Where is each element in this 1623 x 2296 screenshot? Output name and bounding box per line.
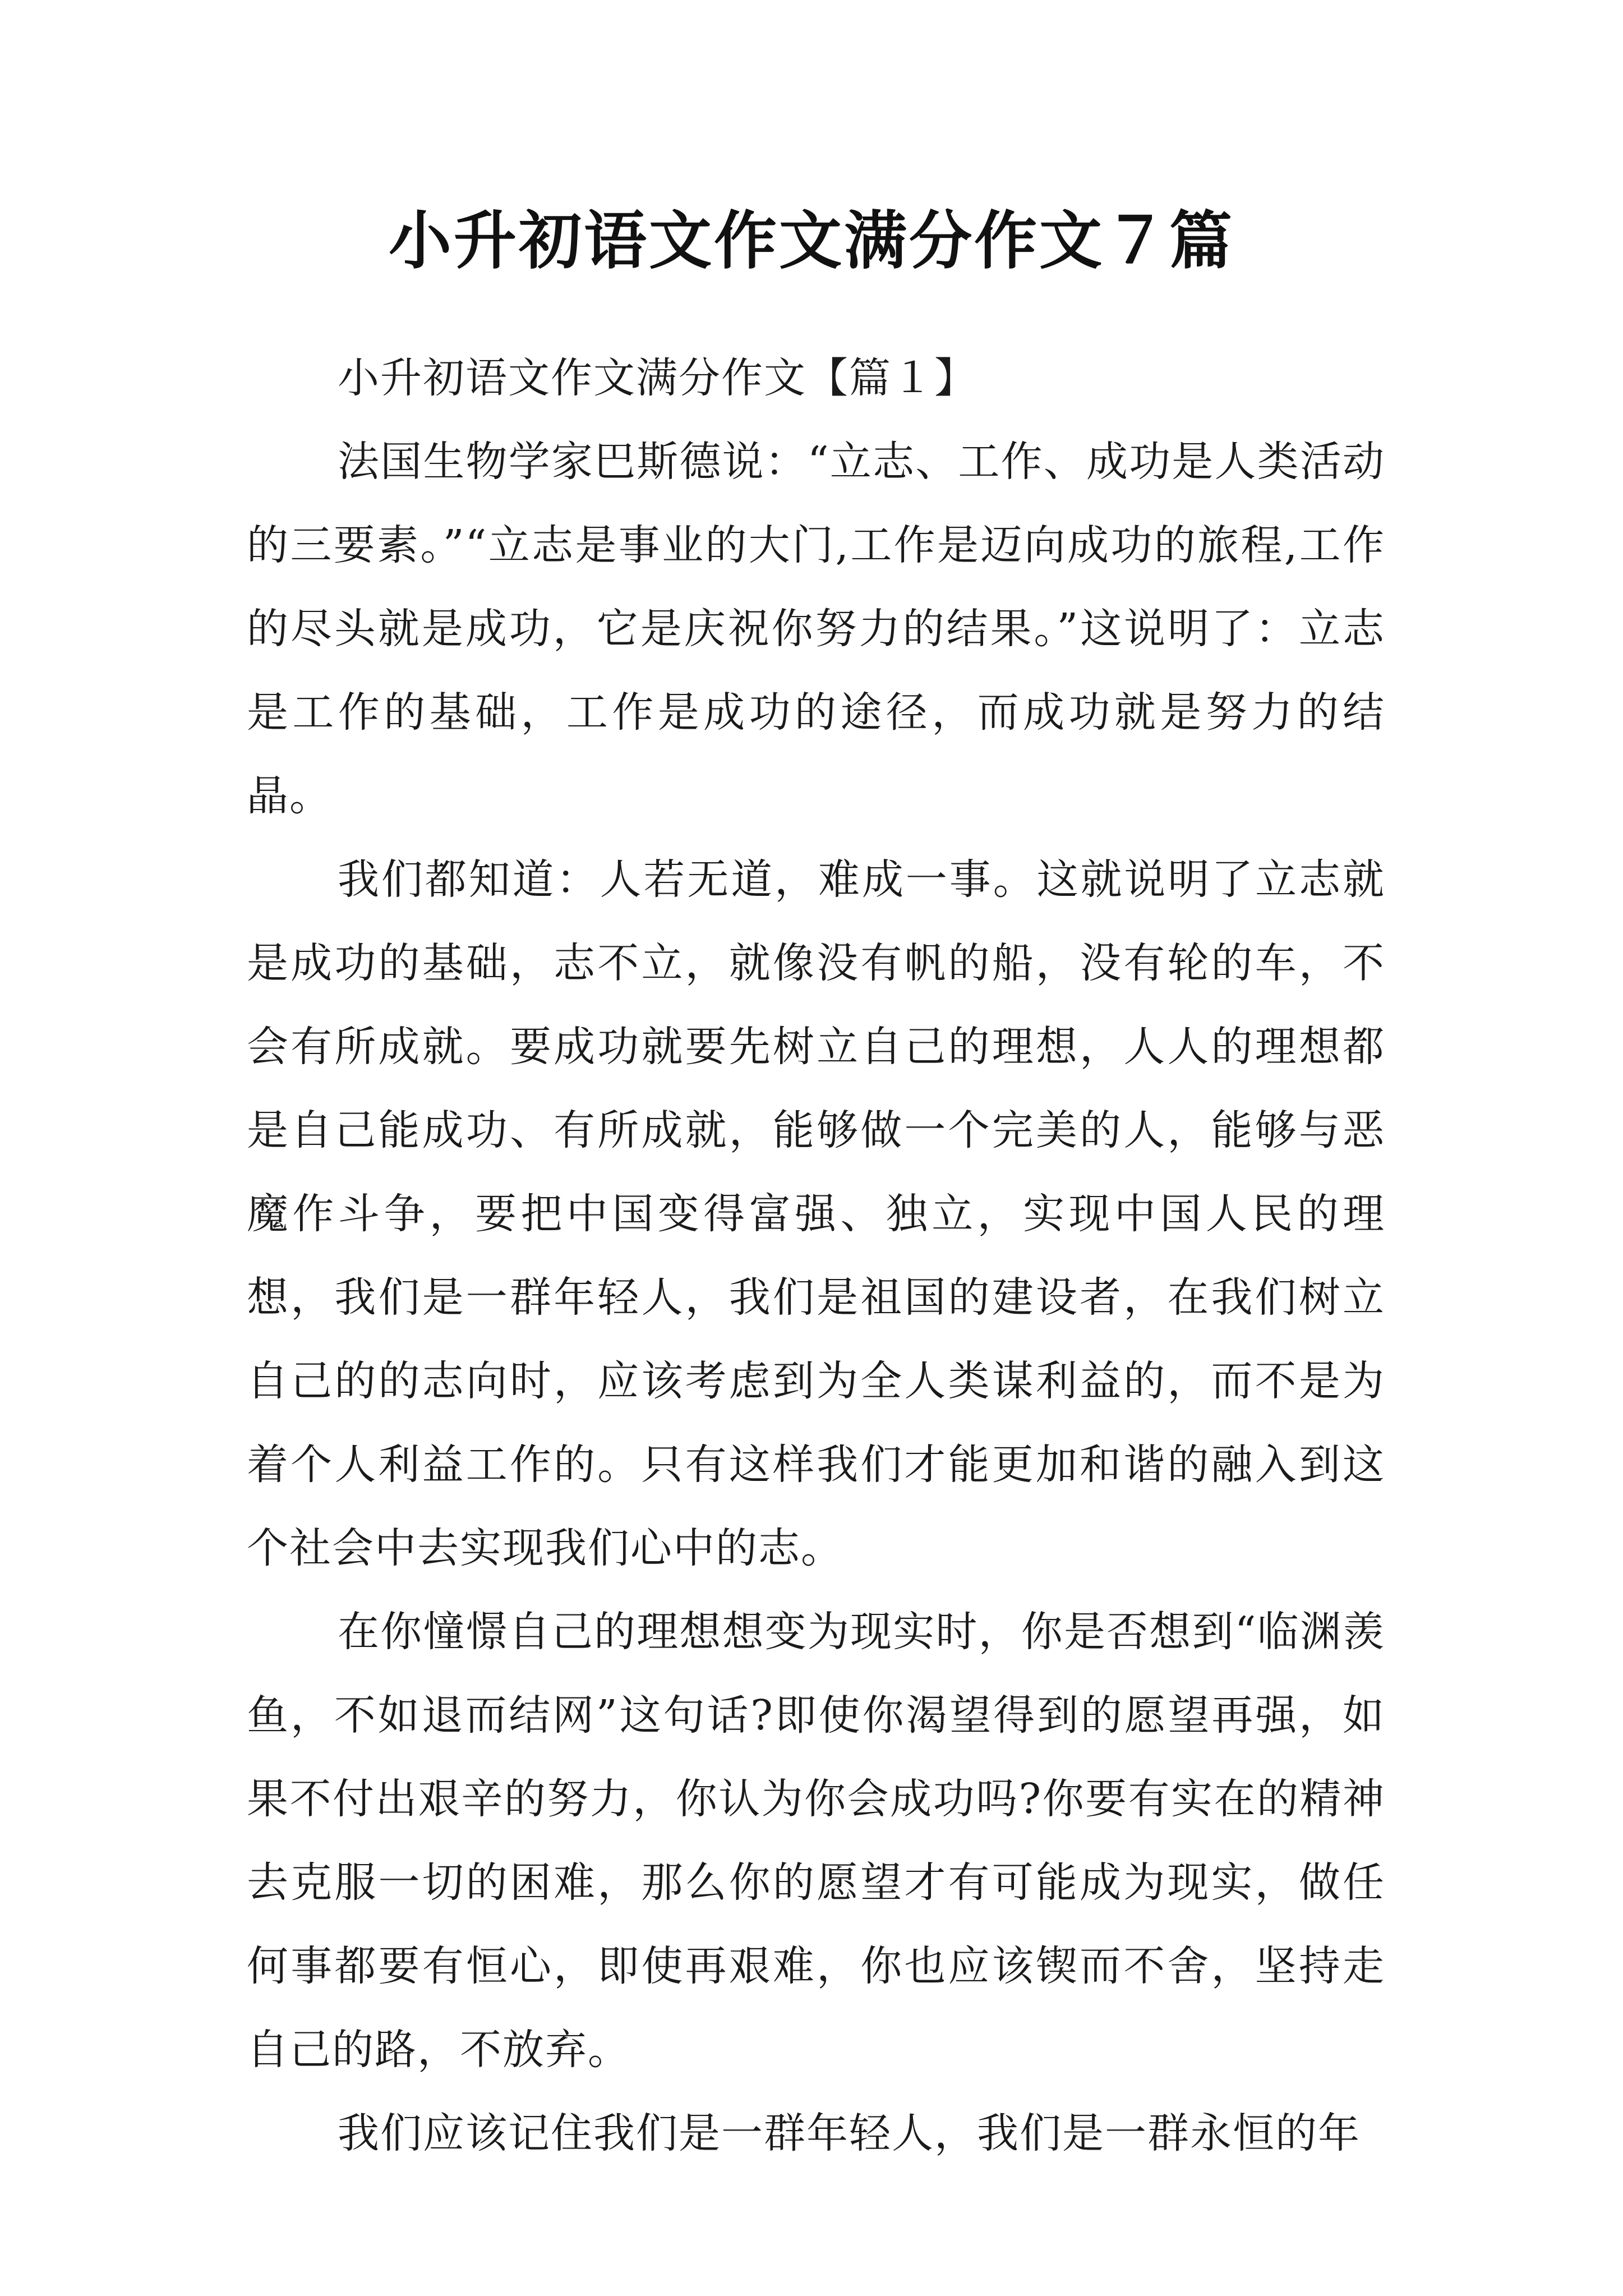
paragraph: 在你憧憬自己的理想想变为现实时，你是否想到“临渊羡鱼，不如退而结网”这句话?即使你渴望得到的愿望再强，如果不付出艰辛的努力，你认为你会成功吗?你要有实在的精神去克服一切的困难，那么你的愿望才有可能成为现实，做任何事都要有恒心，即使再艰难，你也应该锲而不舍，坚持走自己的路，不放弃。	[247, 1608, 1385, 2074]
section-heading: 小升初语文作文满分作文【篇１】	[338, 354, 977, 402]
paragraph: 法国生物学家巴斯德说：“立志、工作、成功是人类活动的三要素。”“立志是事业的大门,工作是迈向成功的旅程,工作的尽头就是成功，它是庆祝你努力的结果。”这说明了：立志是工作的基础，工作是成功的途径，而成功就是努力的结晶。	[247, 438, 1385, 820]
paragraph: 我们都知道：人若无道，难成一事。这就说明了立志就是成功的基础，志不立，就像没有帆的船，没有轮的车，不会有所成就。要成功就要先树立自己的理想，人人的理想都是自己能成功、有所成就，能够做一个完美的人，能够与恶魔作斗争，要把中国变得富强、独立，实现中国人民的理想，我们是一群年轻人，我们是祖国的建设者，在我们树立自己的的志向时，应该考虑到为全人类谋利益的，而不是为着个人利益工作的。只有这样我们才能更加和谐的融入到这个社会中去实现我们心中的志。	[247, 855, 1385, 1572]
document-body	[247, 337, 1385, 2175]
paragraph: 我们应该记住我们是一群年轻人，我们是一群永恒的年	[338, 2109, 1361, 2157]
document-title: 小升初语文作文满分作文７篇	[389, 204, 1234, 278]
